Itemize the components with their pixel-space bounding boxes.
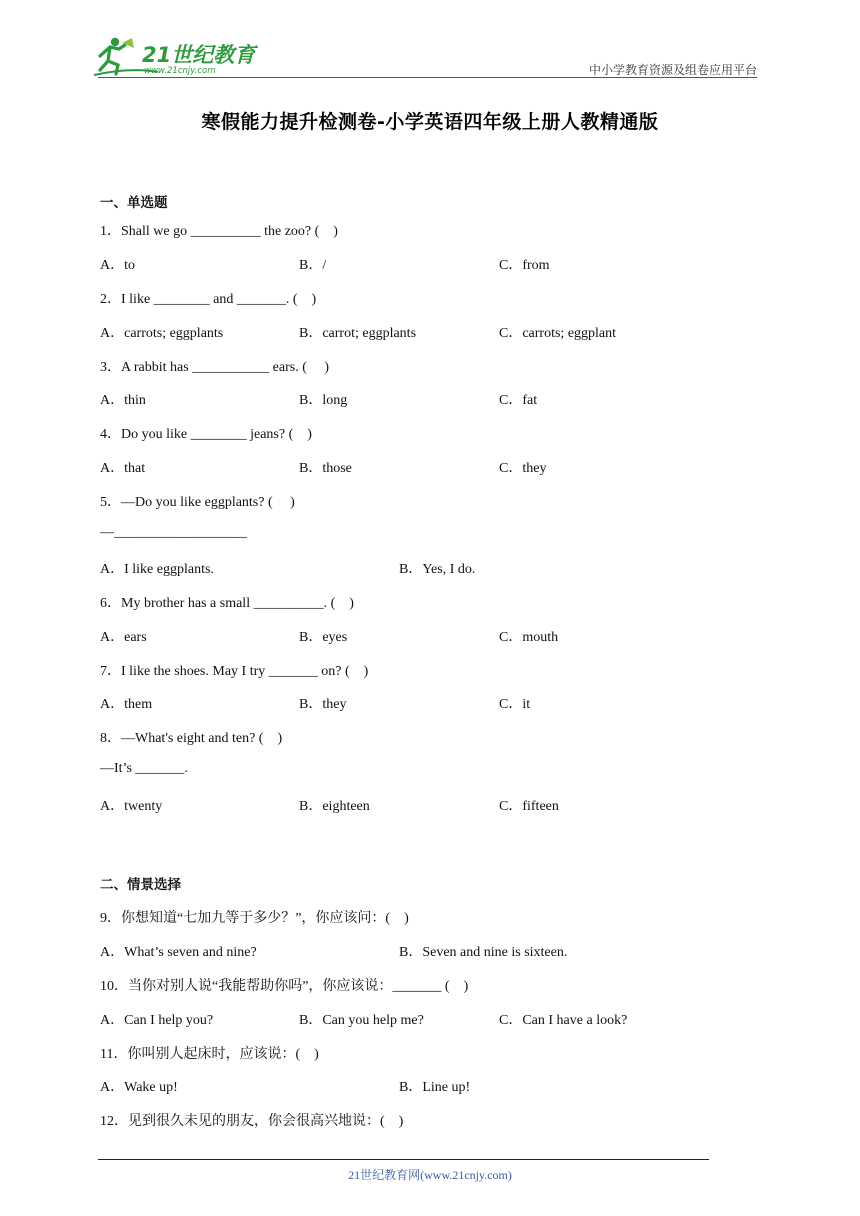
- footer-link[interactable]: 21世纪教育网(www.21cnjy.com): [348, 1168, 512, 1182]
- option-3c[interactable]: C．fat: [499, 393, 538, 408]
- logo-url: www.21cnjy.com: [144, 66, 216, 76]
- question-3: 3．A rabbit has ___________ ears. ( ): [100, 360, 330, 375]
- question-4: 4．Do you like ________ jeans? ( ): [100, 427, 312, 442]
- section-heading: 一、单选题: [100, 195, 168, 211]
- question-6: 6．My brother has a small __________. ( ): [100, 596, 354, 611]
- option-6a[interactable]: A．ears: [100, 630, 147, 645]
- platform-slogan: 中小学教育资源及组卷应用平台: [588, 63, 757, 77]
- option-1b[interactable]: B．/: [299, 258, 327, 273]
- section-heading: 二、情景选择: [100, 877, 181, 893]
- option-1c[interactable]: C．from: [499, 258, 550, 273]
- question-5: 5．—Do you like eggplants? ( ): [100, 495, 295, 510]
- question-5-answer-line: —___________________: [100, 525, 247, 540]
- page-header: [0, 0, 860, 80]
- question-9: 9．你想知道“七加九等于多少？”，你应该问：( ): [100, 911, 409, 926]
- logo-runner-icon: [92, 34, 262, 78]
- option-5a[interactable]: A．I like eggplants.: [100, 562, 214, 577]
- option-10a[interactable]: A．Can I help you?: [100, 1013, 214, 1028]
- footer-divider: [98, 1159, 709, 1160]
- option-9a[interactable]: A．What’s seven and nine?: [100, 945, 257, 960]
- option-2c[interactable]: C．carrots; eggplant: [499, 326, 617, 341]
- option-11a[interactable]: A．Wake up!: [100, 1080, 178, 1095]
- option-2b[interactable]: B．carrot; eggplants: [299, 326, 417, 341]
- question-10: 10．当你对别人说“我能帮助你吗”，你应该说：_______ ( ): [100, 979, 469, 994]
- option-7b[interactable]: B．they: [299, 697, 347, 712]
- question-8-answer-line: —It’s _______.: [100, 761, 188, 776]
- option-7c[interactable]: C．it: [499, 697, 531, 712]
- option-3b[interactable]: B．long: [299, 393, 348, 408]
- option-6c[interactable]: C．mouth: [499, 630, 559, 645]
- option-8b[interactable]: B．eighteen: [299, 799, 370, 814]
- question-11: 11．你叫别人起床时，应该说：( ): [100, 1047, 319, 1062]
- option-10b[interactable]: B．Can you help me?: [299, 1013, 424, 1028]
- header-divider: [98, 77, 757, 78]
- logo-text: 21世纪教育: [142, 43, 256, 67]
- option-5b[interactable]: B．Yes, I do.: [399, 562, 476, 577]
- question-1: 1．Shall we go __________ the zoo? ( ): [100, 224, 338, 239]
- option-11b[interactable]: B．Line up!: [399, 1080, 471, 1095]
- option-6b[interactable]: B．eyes: [299, 630, 348, 645]
- option-4a[interactable]: A．that: [100, 461, 146, 476]
- option-1a[interactable]: A．to: [100, 258, 135, 273]
- question-12: 12．见到很久未见的朋友，你会很高兴地说：( ): [100, 1114, 404, 1129]
- question-2: 2．I like ________ and _______. ( ): [100, 292, 317, 307]
- option-8a[interactable]: A．twenty: [100, 799, 163, 814]
- option-2a[interactable]: A．carrots; eggplants: [100, 326, 224, 341]
- option-4c[interactable]: C．they: [499, 461, 547, 476]
- site-logo[interactable]: [92, 34, 262, 78]
- option-8c[interactable]: C．fifteen: [499, 799, 559, 814]
- option-7a[interactable]: A．them: [100, 697, 153, 712]
- option-9b[interactable]: B．Seven and nine is sixteen.: [399, 945, 568, 960]
- option-10c[interactable]: C．Can I have a look?: [499, 1013, 628, 1028]
- question-8: 8．—What's eight and ten? ( ): [100, 731, 283, 746]
- option-3a[interactable]: A．thin: [100, 393, 146, 408]
- page-title: 寒假能力提升检测卷-小学英语四年级上册人教精通版: [201, 111, 659, 133]
- question-7: 7．I like the shoes. May I try _______ on? ( ): [100, 664, 369, 679]
- option-4b[interactable]: B．those: [299, 461, 352, 476]
